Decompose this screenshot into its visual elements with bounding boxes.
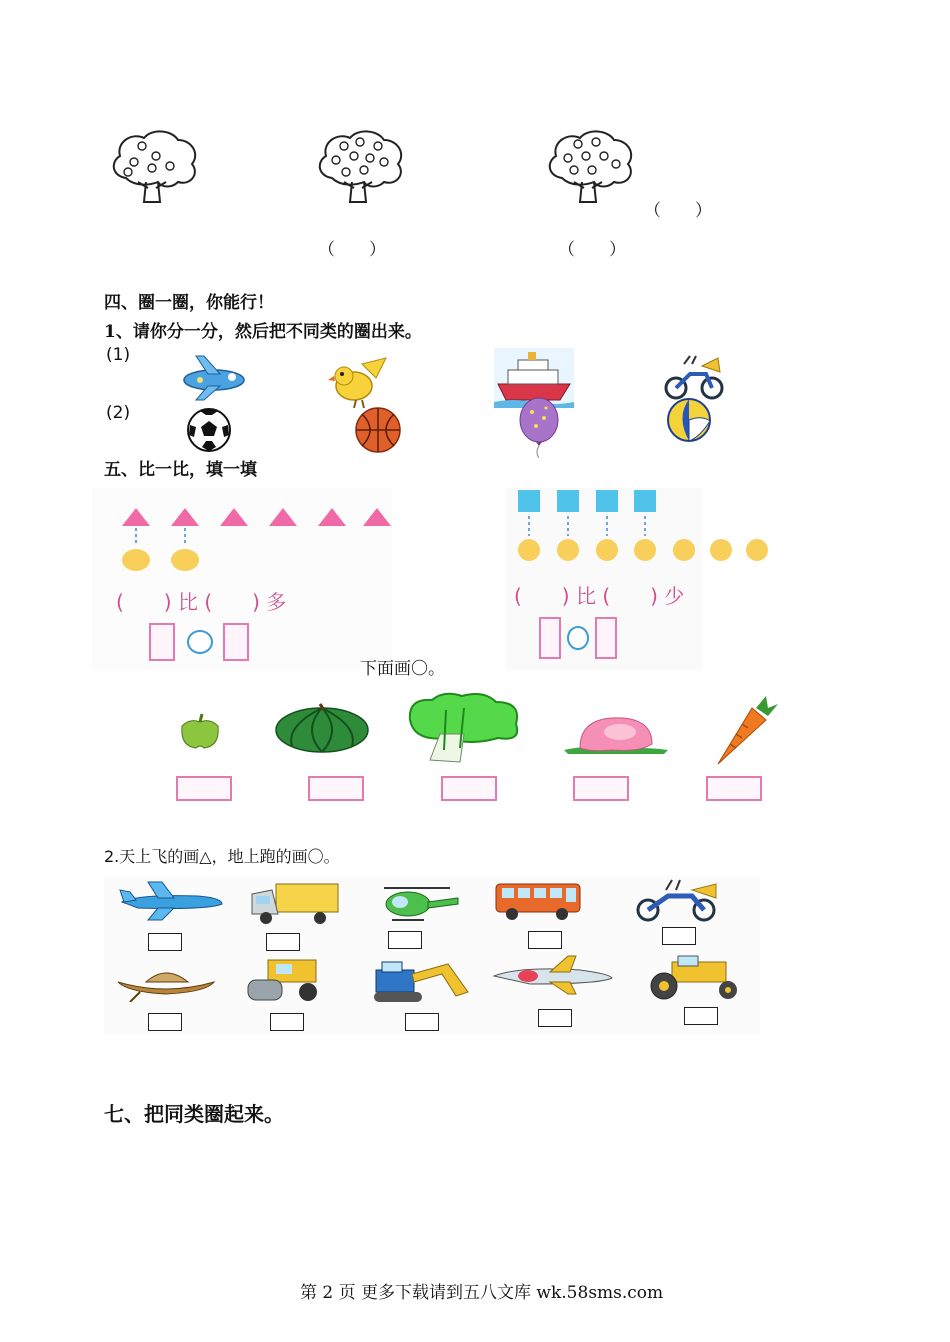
- bus-icon[interactable]: [492, 880, 586, 922]
- bird-icon[interactable]: [328, 356, 388, 408]
- left-compare-figure: [92, 488, 392, 670]
- vehicle-box-8[interactable]: [405, 1013, 439, 1031]
- page-footer: 第 2 页 更多下载请到五八文库 wk.58sms.com: [300, 1283, 664, 1303]
- vehicle-box-4[interactable]: [528, 931, 562, 949]
- tree-1-answer[interactable]: （ ）: [318, 240, 386, 260]
- basketball-icon[interactable]: [354, 406, 402, 454]
- circle-r6: [710, 539, 732, 561]
- boat-icon[interactable]: [116, 962, 216, 1002]
- right-compare-text: ( ) 比 ( ) 少: [514, 584, 685, 608]
- circle-r7: [746, 539, 768, 561]
- section-6-q2: 2.天上飞的画△，地上跑的画〇。: [104, 847, 340, 866]
- vehicle-box-3[interactable]: [388, 931, 422, 949]
- section-4-q1: 1、请你分一分，然后把不同类的圈出来。: [104, 322, 422, 342]
- square-1: [518, 490, 540, 512]
- vehicle-box-1[interactable]: [148, 933, 182, 951]
- balloon-icon[interactable]: [518, 396, 560, 458]
- section-7-title: 七、把同类圈起来。: [104, 1102, 284, 1126]
- answer-box-watermelon[interactable]: [308, 776, 364, 801]
- excavator-icon[interactable]: [372, 958, 474, 1004]
- answer-box-carrot[interactable]: [706, 776, 762, 801]
- square-4: [634, 490, 656, 512]
- watermelon-icon[interactable]: [272, 702, 372, 754]
- jet-icon[interactable]: [490, 954, 618, 996]
- tractor-icon[interactable]: [642, 954, 746, 1000]
- helicopter-icon[interactable]: [374, 882, 460, 924]
- circle-2: [171, 549, 199, 571]
- circle-r4: [634, 539, 656, 561]
- tree-3-icon: [544, 128, 636, 206]
- tree-3-answer[interactable]: （ ）: [644, 201, 712, 221]
- vehicle-box-7[interactable]: [270, 1013, 304, 1031]
- tree-1-icon: [108, 128, 200, 206]
- carrot-icon[interactable]: [706, 694, 778, 766]
- motorcycle-icon[interactable]: [630, 878, 722, 922]
- truck-icon[interactable]: [250, 880, 340, 926]
- motorcycle-icon[interactable]: [662, 352, 726, 402]
- green-pepper-icon[interactable]: [176, 712, 224, 750]
- circle-r5: [673, 539, 695, 561]
- vehicle-box-5[interactable]: [662, 927, 696, 945]
- row-2-label: (2): [106, 403, 131, 423]
- right-compare-figure: [506, 488, 776, 670]
- tree-2-icon: [314, 128, 406, 206]
- answer-box-peach[interactable]: [573, 776, 629, 801]
- square-2: [557, 490, 579, 512]
- volleyball-icon[interactable]: [666, 397, 712, 443]
- section-5-title: 五、比一比，填一填: [104, 460, 257, 480]
- vehicle-box-2[interactable]: [266, 933, 300, 951]
- section-4-title: 四、圈一圈，你能行！: [104, 293, 274, 313]
- tree-2-answer[interactable]: （ ）: [558, 240, 626, 260]
- vehicle-box-6[interactable]: [148, 1013, 182, 1031]
- left-compare-text: ( ) 比 ( ) 多: [116, 590, 287, 614]
- vehicle-box-10[interactable]: [684, 1007, 718, 1025]
- row-1-label: (1): [106, 345, 131, 365]
- peach-icon[interactable]: [560, 710, 672, 754]
- airplane-icon[interactable]: [178, 352, 252, 402]
- answer-box-cabbage[interactable]: [441, 776, 497, 801]
- answer-box-pepper[interactable]: [176, 776, 232, 801]
- circle-1: [122, 549, 150, 571]
- vehicle-box-9[interactable]: [538, 1009, 572, 1027]
- circle-r3: [596, 539, 618, 561]
- road-roller-icon[interactable]: [246, 956, 328, 1002]
- cabbage-icon[interactable]: [400, 690, 524, 764]
- square-3: [596, 490, 618, 512]
- airplane-icon[interactable]: [118, 880, 224, 922]
- circle-r2: [557, 539, 579, 561]
- section-6-partial-text: 下面画〇。: [360, 659, 445, 679]
- soccer-ball-icon[interactable]: [186, 407, 232, 453]
- circle-r1: [518, 539, 540, 561]
